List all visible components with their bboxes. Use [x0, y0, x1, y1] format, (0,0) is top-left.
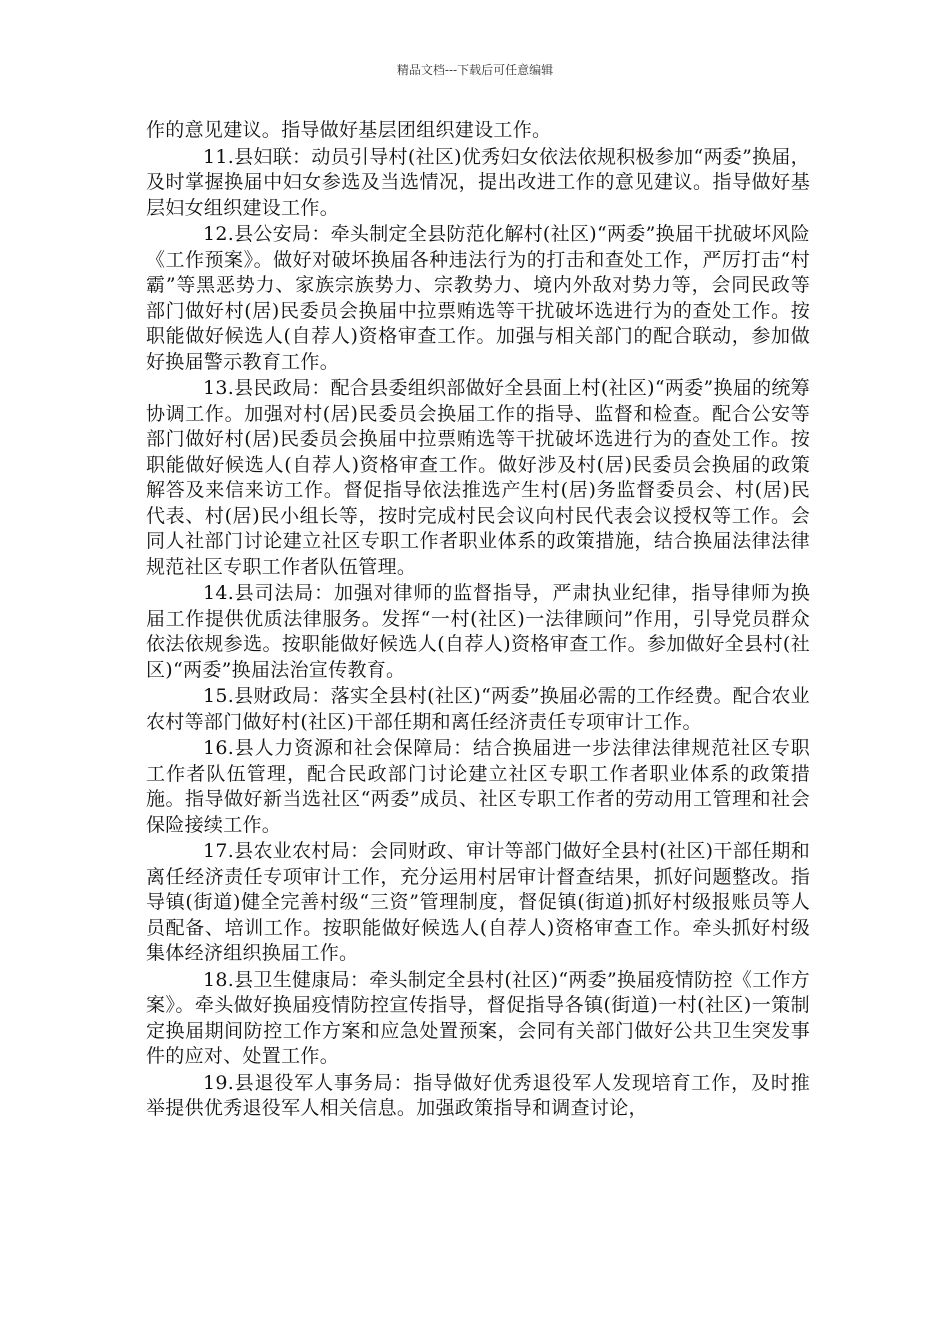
- paragraph-item-17: 17.县农业农村局：会同财政、审计等部门做好全县村(社区)干部任期和离任经济责任专项审计工作，充分运用村居审计督查结果，抓好问题整改。指导镇(街道)健全完善村级“三资”管理制度，督促镇(街道)抓好村级报账员等人员配备、培训工作。按职能做好候选人(自荐人)资格审查工作。牵头抓好村级集体经济组织换届工作。: [146, 840, 810, 964]
- paragraph-item-12: 12.县公安局：牵头制定全县防范化解村(社区)“两委”换届干扰破坏风险《工作预案》。做好对破坏换届各种违法行为的打击和查处工作，严厉打击“村霸”等黑恶势力、家族宗族势力、宗教势力、境内外敌对势力等，会同民政等部门做好村(居)民委员会换届中拉票贿选等干扰破坏选进行为的查处工作。按职能做好候选人(自荐人)资格审查工作。加强与相关部门的配合联动，参加做好换届警示教育工作。: [146, 223, 810, 373]
- page-header: 精品文档---下载后可任意编辑: [396, 63, 554, 77]
- paragraph-item-15: 15.县财政局：落实全县村(社区)“两委”换届必需的工作经费。配合农业农村等部门做好村(社区)干部任期和离任经济责任专项审计工作。: [146, 685, 810, 733]
- paragraph-item-16: 16.县人力资源和社会保障局：结合换届进一步法律法律规范社区专职工作者队伍管理，配合民政部门讨论建立社区专职工作者职业体系的政策措施。指导做好新当选社区“两委”成员、社区专职工作者的劳动用工管理和社会保险接续工作。: [146, 737, 810, 836]
- document-body: [146, 118, 810, 1123]
- paragraph-item-18: 18.县卫生健康局：牵头制定全县村(社区)“两委”换届疫情防控《工作方案》。牵头做好换届疫情防控宣传指导，督促指导各镇(街道)一村(社区)一策制定换届期间防控工作方案和应急处置预案，会同有关部门做好公共卫生突发事件的应对、处置工作。: [146, 968, 810, 1067]
- paragraph-item-19: 19.县退役军人事务局：指导做好优秀退役军人发现培育工作，及时推举提供优秀退役军人相关信息。加强政策指导和调查讨论，: [146, 1071, 810, 1119]
- paragraph-item-11: 11.县妇联：动员引导村(社区)优秀妇女依法依规积极参加“两委”换届，及时掌握换届中妇女参选及当选情况，提出改进工作的意见建议。指导做好基层妇女组织建设工作。: [146, 145, 810, 219]
- paragraph-continuation: 作的意见建议。指导做好基层团组织建设工作。: [146, 119, 552, 141]
- paragraph-item-13: 13.县民政局：配合县委组织部做好全县面上村(社区)“两委”换届的统筹协调工作。加强对村(居)民委员会换届工作的指导、监督和检查。配合公安等部门做好村(居)民委员会换届中拉票贿选等干扰破坏选进行为的查处工作。按职能做好候选人(自荐人)资格审查工作。做好涉及村(居)民委员会换届的政策解答及来信来访工作。督促指导依法推选产生村(居)务监督委员会、村(居)民代表、村(居)民小组长等，按时完成村民会议向村民代表会议授权等工作。会同人社部门讨论建立社区专职工作者职业体系的政策措施，结合换届法律法律规范社区专职工作者队伍管理。: [146, 377, 810, 578]
- paragraph-item-14: 14.县司法局：加强对律师的监督指导，严肃执业纪律，指导律师为换届工作提供优质法律服务。发挥“一村(社区)一法律顾问”作用，引导党员群众依法依规参选。按职能做好候选人(自荐人)资格审查工作。参加做好全县村(社区)“两委”换届法治宣传教育。: [146, 582, 810, 681]
